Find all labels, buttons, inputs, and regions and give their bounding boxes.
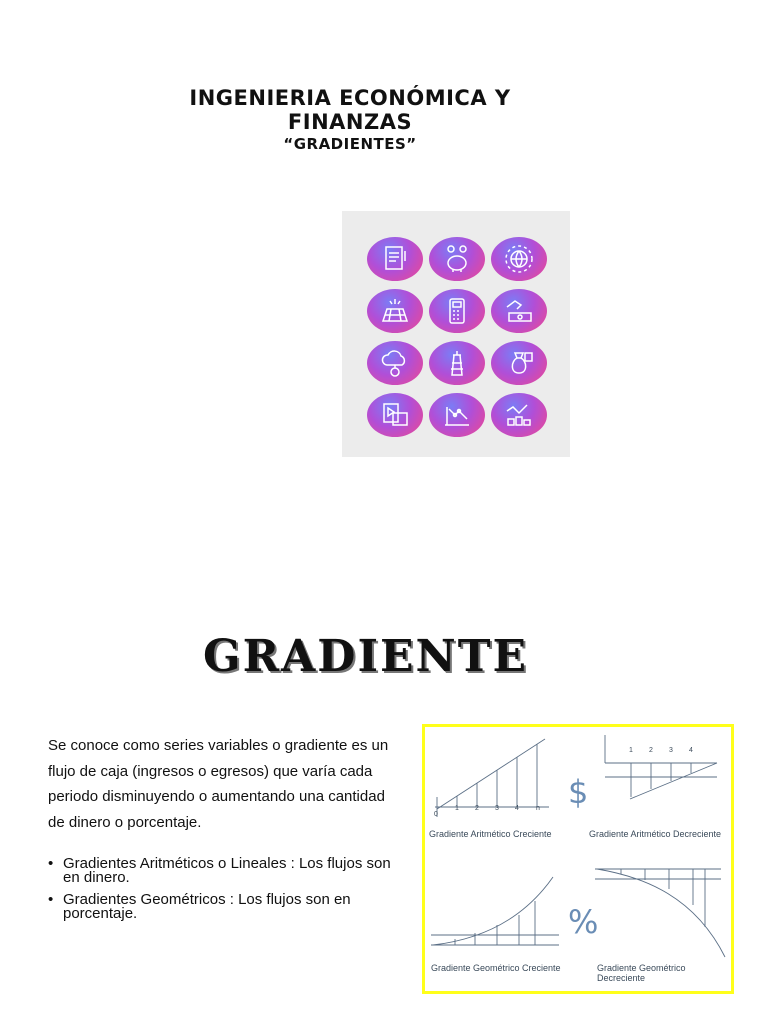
tick-label: 2 [649,747,653,754]
document-title-line2: FINANZAS [287,110,413,134]
label-arithmetic-increasing: Gradiente Aritmético Creciente [429,829,552,839]
document-title-line1: INGENIERIA ECONÓMICA Y [189,86,511,110]
gradient-diagrams-drawing [425,727,731,991]
label-geometric-decreasing: Gradiente Geométrico Decreciente [597,963,686,983]
definition-paragraph: Se conoce como series variables o gradiente es un flujo de caja (ingresos o egresos) que varía cada periodo disminuyendo o aumentando una cantidad de dinero o porcentaje. [48,737,389,831]
tick-label: 4 [515,805,519,812]
tick-label: 4 [689,747,693,754]
finance-icons-image [342,211,570,457]
solar-panel-icon [367,289,423,333]
money-bag-icon [491,341,547,385]
wind-turbine-icon [429,341,485,385]
label-geometric-increasing: Gradiente Geométrico Creciente [431,963,561,973]
globe-icon [491,237,547,281]
cloud-money-icon [367,341,423,385]
chart-decline-icon [429,393,485,437]
dollar-symbol: $ [568,773,589,811]
section-heading: GRADIENTE [203,631,529,682]
gradient-diagrams-figure [422,724,734,994]
pos-terminal-icon [429,289,485,333]
tick-label: n [536,805,540,812]
gradient-types-list [48,857,393,929]
tick-label: 3 [669,747,673,754]
tick-label: 3 [495,805,499,812]
document-subtitle: “GRADIENTES” [283,135,417,153]
tick-label: 1 [629,747,633,754]
percent-symbol: % [568,903,599,941]
bill-icon [367,393,423,437]
list-item-arithmetic: • Gradientes Aritméticos o Lineales : Los flujos son en dinero. [48,857,393,885]
coins-chart-icon [491,393,547,437]
tick-label: 2 [475,805,479,812]
invoice-icon [367,237,423,281]
money-hand-icon [491,289,547,333]
piggy-bank-icon [429,237,485,281]
list-item-geometric: • Gradientes Geométricos : Los flujos son en porcentaje. [48,893,393,921]
tick-zero: 0 [434,811,438,818]
label-arithmetic-decreasing: Gradiente Aritmético Decreciente [589,829,722,839]
tick-label: 1 [455,805,459,812]
